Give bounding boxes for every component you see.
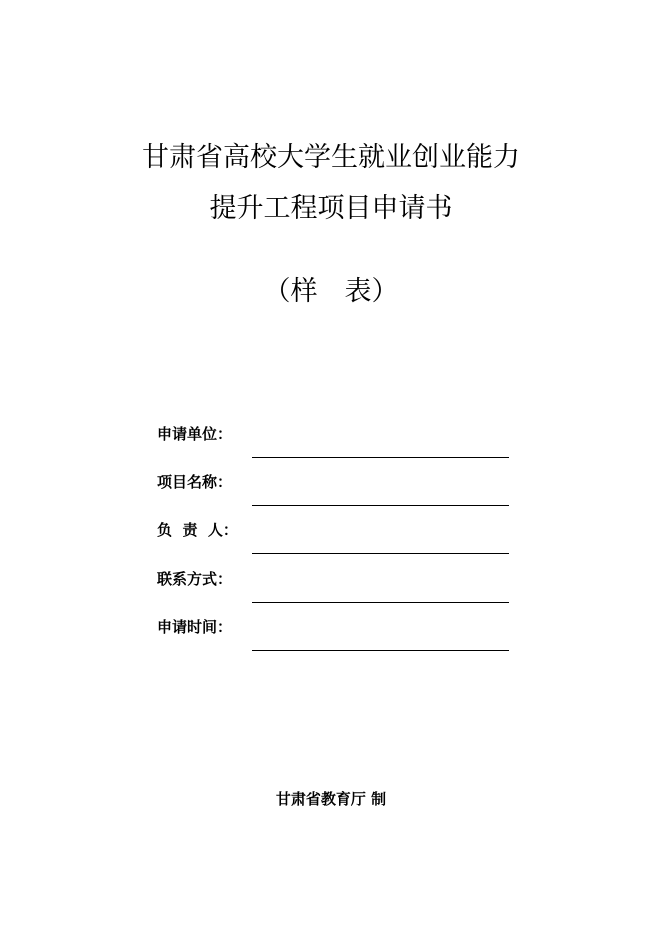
field-underline-contact-info[interactable]	[252, 602, 509, 603]
field-underline-project-name[interactable]	[252, 505, 509, 506]
field-project-name	[0, 472, 662, 522]
field-application-date	[0, 617, 662, 667]
issuer-line: 甘肃省教育厅 制	[275, 790, 387, 808]
field-applicant-unit	[0, 424, 662, 474]
field-label-applicant-unit: 申请单位：	[157, 425, 233, 443]
field-label-application-date: 申请时间：	[157, 618, 233, 636]
field-underline-application-date[interactable]	[252, 650, 509, 651]
field-underline-applicant-unit[interactable]	[252, 457, 509, 458]
sample-form-label: （样 表）	[263, 276, 399, 307]
document-title-line-2: 提升工程项目申请书	[209, 193, 453, 224]
field-person-in-charge	[0, 520, 662, 570]
field-contact-info	[0, 569, 662, 619]
document-title-line-1: 甘肃省高校大学生就业创业能力	[142, 142, 520, 173]
field-underline-person-in-charge[interactable]	[252, 553, 509, 554]
field-label-contact-info: 联系方式：	[157, 570, 233, 588]
field-label-person-in-charge: 负 责 人：	[157, 521, 238, 539]
field-label-project-name: 项目名称：	[157, 473, 233, 491]
